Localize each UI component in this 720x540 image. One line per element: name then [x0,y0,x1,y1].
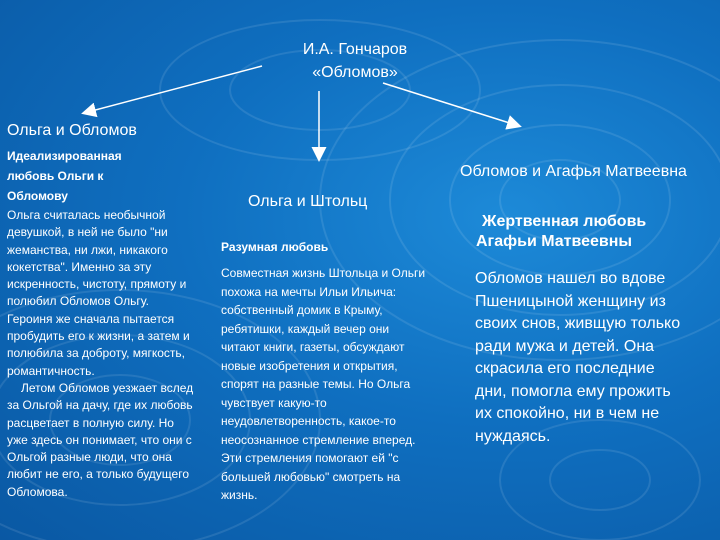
olga-oblomov-text [7,207,195,501]
oblomov-agafya-text: Обломов нашел во вдове Пшеницыной женщину из своих снов, живщую только ради мужа и детей. Она скрасила его последние дни, помогла ему прожить их спокойно, ни в чем не нуждаясь. [475,270,681,445]
arrow-to-oblomov-agafya [383,83,519,126]
subheading-line-1: Жертвенная любовь [482,213,647,230]
title-novel: «Обломов» [312,64,398,81]
olga-oblomov-subheading: Идеализированная любовь Ольги к Обломову [7,149,122,203]
olga-stolz-text: Совместная жизнь Штольца и Ольги похожа на мечты Ильи Ильича: собственный домик в Крыму, ребятишки, каждый вечер они читают книги, газеты, обсуждают новые изобретения и открытия, спорят на разные темы. Но Ольга чувствует какую-то неудовлетворенность, какое-то неосознанное стремление вперед. Эти стремления помогают ей "с большей любовью" смотреть на жизнь. [221,266,426,502]
olga-stolz-heading: Ольга и Штольц [248,193,368,210]
olga-oblomov-paragraph-2: Летом Обломов уезжает вслед за Ольгой на дачу, где их любовь расцветает в полную силу. Но уже здесь он понимает, что они с Ольгой разные люди, что она любит не его, а только будущего Обломова. [7,380,194,499]
oblomov-agafya-subheading [476,212,646,252]
olga-oblomov-paragraph-1: Ольга считалась необычной девушкой, в ней не было "ни жеманства, ни лжи, никакого кокетства". Именно за эту искренность, чистоту, прямоту и полюбил Обломов Ольгу. Героиня же сначала пытается пробудить его к жизни, а затем и полюбила за доброту, мягкость, романтичность. [7,208,190,378]
olga-stolz-subheading: Разумная любовь [221,240,329,254]
diagram-title [240,38,470,84]
olga-oblomov-heading: Ольга и Обломов [7,122,137,139]
arrow-to-olga-oblomov [84,66,262,113]
oblomov-agafya-heading: Обломов и Агафья Матвеевна [460,163,687,180]
subheading-line-2: Агафьи Матвеевны [476,233,633,250]
title-author: И.А. Гончаров [302,41,408,58]
